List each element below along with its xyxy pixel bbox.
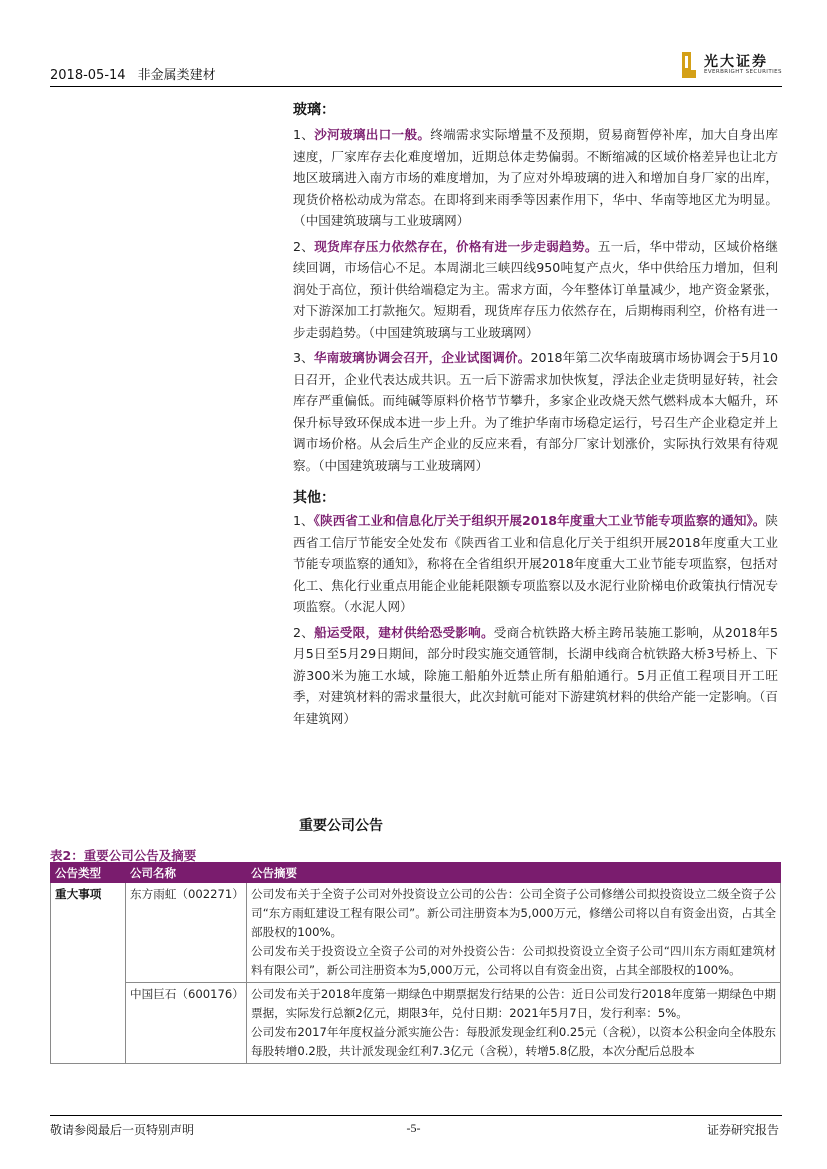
header-summary: 公告摘要 bbox=[247, 863, 781, 883]
item-headline: 现货库存压力依然存在，价格有进一步走弱趋势。 bbox=[314, 238, 598, 254]
item-number: 3、 bbox=[293, 350, 314, 365]
item-number: 2、 bbox=[293, 238, 315, 254]
others-section-title: 其他： bbox=[293, 490, 335, 506]
item-body: 陕西省工信厅节能安全处发布《陕西省工业和信息化厅关于组织开展2018年度重大工业节能专项监察的通知》，称将在全省组织开展2018年度重大工业节能专项监察，包括对化工、焦化行业重点用能企业能耗限额专项监察以及水泥行业阶梯电价政策执行情况专项监察。（水泥人网） bbox=[293, 513, 778, 614]
report-date: 2018-05-14 bbox=[50, 68, 126, 83]
item-headline: 船运受限，建材供给恐受影响。 bbox=[314, 624, 494, 640]
header-type: 公告类型 bbox=[51, 863, 126, 883]
table-row bbox=[51, 983, 781, 1064]
logo-text-en: EVERBRIGHT SECURITIES bbox=[704, 69, 782, 75]
industry-label: 非金属类建材 bbox=[137, 68, 216, 83]
item-headline: 沙河玻璃出口一般。 bbox=[314, 127, 431, 142]
summary-text: 公司发布关于全资子公司对外投资设立公司的公告：公司全资子公司修缮公司拟投资设立二级全资子公司“东方雨虹建设工程有限公司”。新公司注册资本为5,000万元，修缮公司将以自有资金出资，占其全部股权的100%。 bbox=[251, 887, 776, 939]
item-body: 2018年第二次华南玻璃市场协调会于5月10日召开，企业代表达成共识。五一后下游需求加快恢复，浮法企业走货明显好转，社会库存严重偏低。而纯碱等原料价格节节攀升，多家企业改烧天然气燃料成本大幅升，环保升标导致环保成本进一步上升。为了维护华南市场稳定运行，号召生产企业稳定并上调市场价格。从会后生产企业的反应来看，有部分厂家计划涨价，实际执行效果有待观察。（中国建筑玻璃与工业玻璃网） bbox=[293, 350, 779, 473]
summary-text: 公司发布关于投资设立全资子公司的对外投资公告：公司拟投资设立全资子公司“四川东方雨虹建筑材料有限公司”，新公司注册资本为5,000万元，公司将以自有资金出资，占其全部股权的100%。 bbox=[251, 944, 776, 977]
item-body: 终端需求实际增量不及预期，贸易商暂停补库，加大自身出库速度，厂家库存去化难度增加，近期总体走势偏弱。不断缩减的区域价格差异也让北方地区玻璃进入南方市场的难度增加，为了应对外埠玻璃的进入和增加自身厂家的出库，现货价格松动成为常态。在即将到来雨季等因素作用下，华中、华南等地区尤为明显。（中国建筑玻璃与工业玻璃网） bbox=[293, 127, 779, 228]
logo-text-cn: 光大证券 bbox=[704, 54, 768, 70]
footer-divider bbox=[50, 1115, 782, 1116]
summary-text: 公司发布关于2018年度第一期绿色中期票据发行结果的公告：近日公司发行2018年度第一期绿色中期票据，实际发行总额2亿元，期限3年，兑付日期：2021年5月7日，发行利率：5%。 bbox=[251, 987, 776, 1020]
announcement-summary bbox=[247, 983, 781, 1064]
item-number: 1、 bbox=[293, 127, 315, 142]
table-header-row bbox=[51, 863, 781, 883]
item-number: 1、 bbox=[293, 513, 314, 528]
header-company: 公司名称 bbox=[126, 863, 247, 883]
company-name: 中国巨石（600176） bbox=[126, 983, 247, 1064]
item-headline: 《陕西省工业和信息化厅关于组织开展2018年度重大工业节能专项监察的通知》。 bbox=[313, 513, 766, 528]
table-row bbox=[51, 883, 781, 983]
company-name: 东方雨虹（002271） bbox=[126, 883, 247, 983]
item-number: 2、 bbox=[293, 624, 315, 640]
footer-disclaimer: 敬请参阅最后一页特别声明 bbox=[50, 1123, 195, 1137]
item-headline: 华南玻璃协调会召开，企业试图调价。 bbox=[313, 350, 531, 365]
item-body: 受商合杭铁路大桥主跨吊装施工影响，从2018年5月5日至5月29日期间，部分时段实施交通管制，长湖申线商合杭铁路大桥3号桥上、下游300米为施工水域，除施工船舶外近禁止所有船舶通行。5月正值工程项目开工旺季，对建筑材料的需求量很大，此次封航可能对下游建筑材料的供给产能一定影响。（百年建筑网） bbox=[293, 624, 778, 726]
summary-text: 公司发布2017年年度权益分派实施公告：每股派发现金红利0.25元（含税），以资本公积金向全体股东每股转增0.2股，共计派发现金红利7.3亿元（含税），转增5.8亿股，本次分配后总股本 bbox=[251, 1025, 776, 1058]
announcements-table bbox=[50, 862, 781, 1064]
table-caption: 表2：重要公司公告及摘要 bbox=[50, 848, 197, 863]
glass-section-title: 玻璃： bbox=[293, 102, 335, 118]
announcement-type: 重大事项 bbox=[51, 883, 126, 1064]
item-body: 五一后，华中带动，区域价格继续回调，市场信心不足。本周湖北三峡四线950吨复产点火，华中供给压力增加，但利润处于高位，预计供给端稳定为主。需求方面，今年整体订单量减少，地产资金紧张，对下游深加工打款拖欠。短期看，现货库存压力依然存在，后期梅雨利空，价格有进一步走弱趋势。（中国建筑玻璃与工业玻璃网） bbox=[293, 238, 779, 340]
announcement-summary bbox=[247, 883, 781, 983]
announcements-title: 重要公司公告 bbox=[299, 818, 383, 834]
footer-report-type: 证券研究报告 bbox=[706, 1123, 779, 1137]
page-number: -5- bbox=[406, 1121, 421, 1135]
